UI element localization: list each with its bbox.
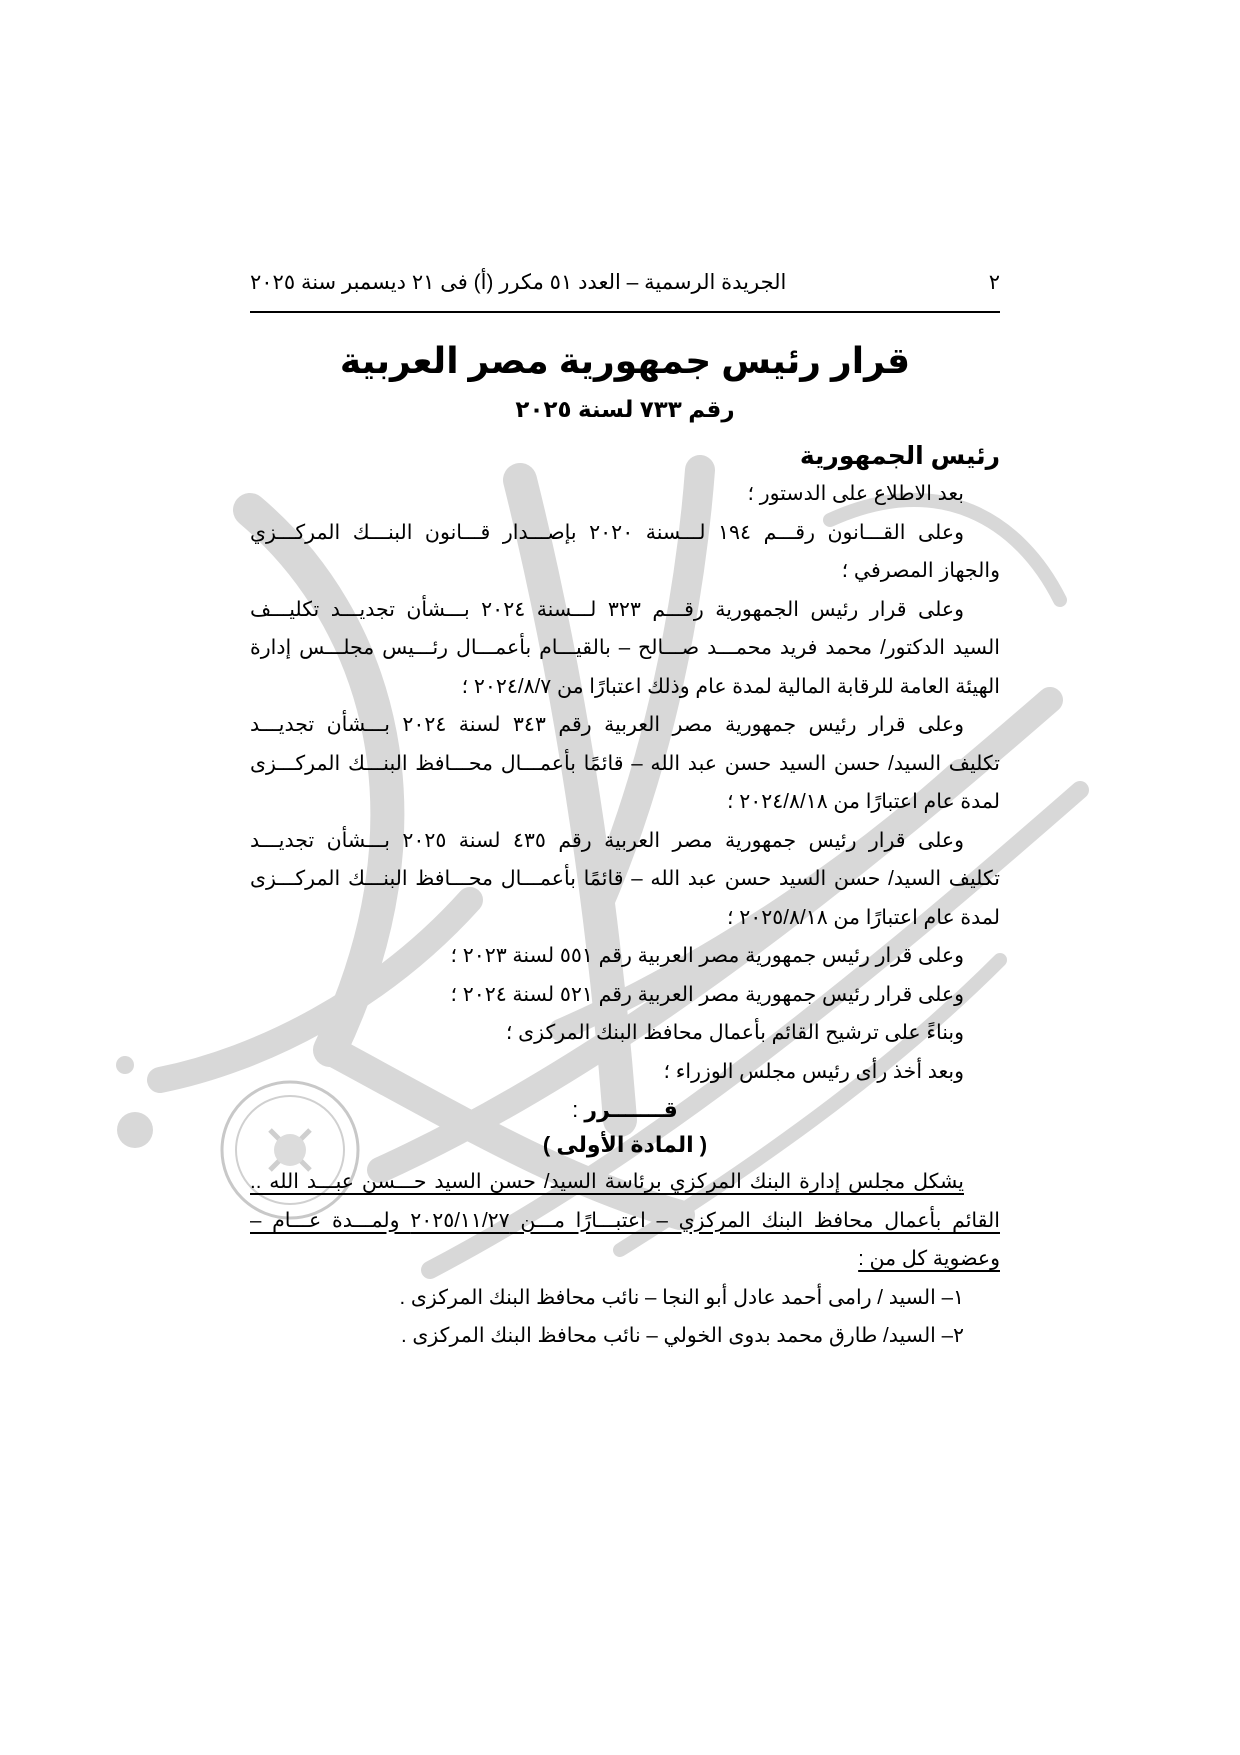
members-list <box>250 1279 1000 1356</box>
preamble-paragraph <box>250 976 1000 1015</box>
article-title: ( المادة الأولى ) <box>542 1132 708 1157</box>
page-number: ٢ <box>988 271 1000 294</box>
running-head: الجريدة الرسمية – العدد ٥١ مكرر (أ) فى ٢١ ديسمبر سنة ٢٠٢٥ <box>250 271 787 294</box>
preamble-line: وبناءً على ترشيح القائم بأعمال محافظ البنك المركزى ؛ <box>505 1021 964 1044</box>
preamble-line: لمدة عام اعتبارًا من ٢٠٢٥/٨/١٨ ؛ <box>727 905 1000 929</box>
article-body <box>250 1163 1000 1279</box>
preamble-line: السيد الدكتور/ محمد فريد محمـــد صـــالح – بالقيـــام بأعمـــال رئـــيس مجلـــس إدارة <box>250 636 1000 659</box>
preamble-paragraph <box>250 937 1000 976</box>
preamble-line: وعلى القـــانون رقـــم ١٩٤ لـــسنة ٢٠٢٠ بإصـــدار قـــانون البنـــك المركـــزي <box>250 520 964 544</box>
preamble-paragraph <box>250 822 1000 938</box>
preamble-line: وعلى قرار رئيس جمهورية مصر العربية رقم ٤٣٥ لسنة ٢٠٢٥ بـــشأن تجديـــد <box>250 828 965 852</box>
decree-word-text: قـــــــرر <box>584 1097 678 1122</box>
preamble-paragraph <box>250 1014 1000 1053</box>
decree-word <box>250 1093 1000 1127</box>
article-line: يشكل مجلس إدارة البنك المركزي برئاسة السيد/ حسن السيد حـــسن عبـــد الله .. <box>250 1170 964 1193</box>
article-line: وعضوية كل من : <box>858 1247 1000 1270</box>
page-header <box>250 270 1000 313</box>
preamble-line: تكليف السيد/ حسن السيد حسن عبد الله – قائمًا بأعمـــال محـــافظ البنـــك المركـــزى <box>250 867 1000 890</box>
preamble-line: والجهاز المصرفي ؛ <box>841 559 1000 582</box>
member-item: ١– السيد / رامى أحمد عادل أبو النجا – نائب محافظ البنك المركزى . <box>399 1285 964 1309</box>
preamble <box>250 475 1000 1091</box>
preamble-paragraph <box>250 591 1000 707</box>
preamble-line: وعلى قرار رئيس الجمهورية رقـــم ٣٢٣ لـــسنة ٢٠٢٤ بـــشأن تجديـــد تكليـــف <box>250 597 964 621</box>
preamble-line: وعلى قرار رئيس جمهورية مصر العربية رقم ٥٢١ لسنة ٢٠٢٤ ؛ <box>450 982 964 1006</box>
preamble-paragraph <box>250 706 1000 822</box>
document-page <box>250 270 1000 1356</box>
preamble-paragraph <box>250 1053 1000 1092</box>
preamble-paragraph <box>250 475 1000 514</box>
issuer-heading: رئيس الجمهورية <box>799 442 1000 470</box>
preamble-paragraph <box>250 514 1000 591</box>
preamble-line: وعلى قرار رئيس جمهورية مصر العربية رقم ٣٤٣ لسنة ٢٠٢٤ بـــشأن تجديـــد <box>250 713 965 736</box>
preamble-line: وبعد أخذ رأى رئيس مجلس الوزراء ؛ <box>663 1059 964 1083</box>
preamble-line: وعلى قرار رئيس جمهورية مصر العربية رقم ٥٥١ لسنة ٢٠٢٣ ؛ <box>450 944 964 967</box>
preamble-line: تكليف السيد/ حسن السيد حسن عبد الله – قائمًا بأعمـــال محـــافظ البنـــك المركـــزى <box>250 751 1000 775</box>
decree-number: رقم ٧٣٣ لسنة ٢٠٢٥ <box>515 396 735 422</box>
member-item: ٢– السيد/ طارق محمد بدوى الخولي – نائب محافظ البنك المركزى . <box>400 1324 964 1347</box>
article-line: القائم بأعمال محافظ البنك المركزي – اعتبـــارًا مـــن ٢٠٢٥/١١/٢٧ ولمـــدة عـــام – <box>250 1208 1000 1232</box>
preamble-line: بعد الاطلاع على الدستور ؛ <box>747 482 964 505</box>
decree-colon: : <box>572 1097 585 1122</box>
decree-title: قرار رئيس جمهورية مصر العربية <box>339 340 911 381</box>
preamble-line: الهيئة العامة للرقابة المالية لمدة عام وذلك اعتبارًا من ٢٠٢٤/٨/٧ ؛ <box>461 674 1000 698</box>
preamble-line: لمدة عام اعتبارًا من ٢٠٢٤/٨/١٨ ؛ <box>727 790 1000 813</box>
